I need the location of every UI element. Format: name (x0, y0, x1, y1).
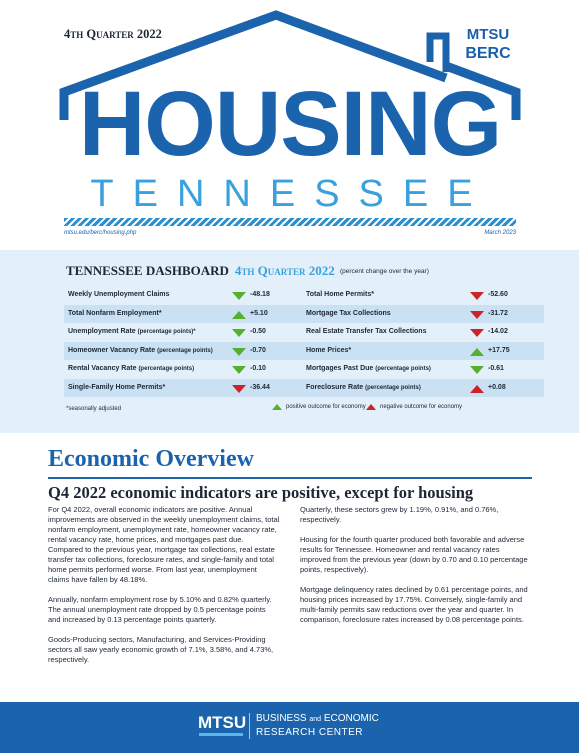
dashboard-row (302, 323, 544, 342)
indicator-value: +0.08 (488, 383, 506, 391)
indicator-name: Mortgages Past Due (306, 365, 376, 372)
footer-and: and (309, 716, 322, 723)
legend-positive-label: positive outcome for economy (286, 404, 366, 410)
indicator-label (68, 379, 165, 398)
dashboard-title-text: TENNESSEE DASHBOARD (66, 263, 229, 278)
down-triangle-icon (232, 366, 246, 374)
legend-negative (366, 404, 462, 410)
indicator-label (306, 360, 431, 379)
footer-economic: ECONOMIC (321, 713, 379, 724)
masthead-title: HOUSING (78, 73, 502, 175)
overview-column-2 (300, 505, 532, 635)
dashboard-row (64, 323, 306, 342)
dashboard-row (302, 286, 544, 305)
footer-logo-underline (199, 733, 243, 736)
indicator-label (306, 379, 421, 398)
trend-icon (470, 385, 484, 394)
trend-icon (232, 366, 246, 375)
footer-org-line2: RESEARCH CENTER (256, 727, 363, 738)
paragraph: Annually, nonfarm employment rose by 5.10% and 0.82% quarterly. The annual unemployment rate dropped by 0.5 percentage points and increased by 0.13 percentage points quarterly. (48, 595, 272, 624)
indicator-unit: (percentage points) (365, 384, 421, 391)
dashboard-row (64, 305, 306, 324)
seasonal-note: *seasonally adjusted (66, 406, 122, 412)
down-triangle-icon (470, 329, 484, 337)
dashboard-note: (percent change over the year) (340, 268, 429, 275)
trend-icon (470, 366, 484, 375)
legend-negative-label: negative outcome for economy (380, 404, 463, 410)
dashboard-row (64, 286, 306, 305)
up-triangle-icon (470, 348, 484, 356)
footer-mtsu-logo[interactable]: MTSU (198, 713, 247, 732)
indicator-unit: (percentage points) (375, 366, 431, 372)
down-triangle-icon (470, 311, 484, 319)
paragraph: Quarterly, these sectors grew by 1.19%, 0.91%, and 0.76%, respectively. (300, 505, 499, 524)
indicator-unit: (percentage points) (157, 347, 213, 354)
indicator-value: -0.61 (488, 365, 504, 372)
indicator-label (68, 305, 162, 324)
dashboard-row (302, 360, 544, 379)
trend-icon (232, 348, 246, 357)
down-triangle-icon (232, 292, 246, 300)
dashboard-row (302, 342, 544, 361)
green-triangle-icon (272, 404, 282, 410)
logo-mtsu-text: MTSU (466, 26, 510, 43)
trend-icon (470, 329, 484, 338)
indicator-name: Real Estate Transfer Tax Collections (306, 328, 427, 335)
trend-icon (470, 348, 484, 357)
indicator-value: -0.10 (250, 365, 266, 372)
indicator-value: -0.70 (250, 346, 266, 354)
indicator-value: +17.75 (488, 346, 510, 354)
trend-icon (470, 311, 484, 320)
dashboard-row (302, 379, 544, 398)
hatch-divider (64, 218, 516, 226)
dashboard-quarter: 4th Quarter 2022 (234, 263, 335, 278)
paragraph: Mortgage delinquency rates declined by 0.61 percentage points, and housing prices increased by 17.75%. Conversely, single-family and multi-family permits saw reductions over the year and quarter. In comparison, foreclosure rates increased by 0.08 percentage points. (300, 585, 528, 624)
indicator-label (68, 342, 213, 361)
indicator-value: -36.44 (250, 383, 270, 391)
down-triangle-icon (470, 292, 484, 300)
indicator-name: Home Prices* (306, 346, 352, 354)
footer-org-line1 (256, 713, 379, 726)
footer-divider (249, 713, 250, 739)
indicator-label (306, 323, 426, 342)
down-triangle-icon (232, 385, 246, 393)
indicator-name: Unemployment Rate (68, 328, 138, 335)
trend-icon (470, 292, 484, 301)
dashboard-row (302, 305, 544, 324)
section-subheading: Q4 2022 economic indicators are positive, except for housing (48, 483, 474, 502)
up-triangle-icon (470, 385, 484, 393)
indicator-value: -0.50 (250, 328, 266, 335)
trend-icon (232, 292, 246, 301)
indicator-name: Total Home Permits* (306, 291, 374, 298)
trend-icon (232, 329, 246, 338)
logo-berc-text: BERC (465, 45, 511, 62)
website-link[interactable]: mtsu.edu/berc/housing.php (64, 230, 137, 236)
indicator-value: -14.02 (488, 328, 508, 335)
indicator-label (68, 323, 196, 342)
indicator-name: Weekly Unemployment Claims (68, 291, 170, 298)
paragraph: Housing for the fourth quarter produced both favorable and adverse results for Tennessee. Homeowner and rental vacancy rates improved from the previous year (down by 0.70 and 0.10 percentage points, respectively). (300, 535, 528, 574)
indicator-name: Total Nonfarm Employment* (68, 309, 162, 317)
indicator-label (306, 342, 351, 361)
indicator-label (306, 286, 374, 305)
legend-positive (272, 404, 366, 410)
red-triangle-icon (366, 404, 376, 410)
issue-date: March 2023 (484, 230, 516, 236)
dashboard-right-column (302, 286, 544, 397)
trend-icon (232, 311, 246, 320)
masthead-subtitle: TENNESSEE (90, 173, 492, 215)
down-triangle-icon (232, 329, 246, 337)
indicator-value: +5.10 (250, 309, 268, 317)
indicator-label (68, 286, 169, 305)
section-rule (48, 477, 532, 479)
dashboard-row (64, 342, 306, 361)
footer-business: BUSINESS (256, 713, 310, 724)
dashboard-row (64, 379, 306, 398)
paragraph: Goods-Producing sectors, Manufacturing, and Services-Providing sectors all saw yearly economic growth of 7.1%, 3.58%, and 4.73%, respectively. (48, 635, 274, 664)
paragraph: For Q4 2022, overall economic indicators are positive. Annual improvements are observed in the weekly unemployment claims, total nonfarm employment, unemployment rate, homeowner vacancy rate, rental vacancy rate, home prices, and mortgages past due. Compared to the previous year, mortgage tax collections, real estate transfer tax collections, foreclosure rates, and single-family and total home permits performed worse. From last year, unemployment claims have fallen by 48.18%. (48, 505, 280, 584)
indicator-value: -31.72 (488, 309, 508, 317)
dashboard-row (64, 360, 306, 379)
indicator-value: -52.60 (488, 291, 508, 298)
trend-icon (232, 385, 246, 394)
indicator-name: Single-Family Home Permits* (68, 383, 166, 391)
indicator-unit: (percentage points)* (137, 329, 196, 335)
indicator-label (306, 305, 391, 324)
indicator-name: Foreclosure Rate (306, 383, 366, 391)
indicator-name: Homeowner Vacancy Rate (68, 346, 158, 354)
indicator-value: -48.18 (250, 291, 270, 298)
issue-quarter: 4th Quarter 2022 (64, 27, 162, 41)
down-triangle-icon (232, 348, 246, 356)
indicator-name: Rental Vacancy Rate (68, 365, 139, 372)
dashboard-title (66, 263, 335, 279)
indicator-name: Mortgage Tax Collections (306, 309, 391, 317)
section-heading: Economic Overview (48, 446, 254, 472)
dashboard-left-column (64, 286, 306, 397)
overview-column-1 (48, 505, 280, 675)
indicator-unit: (percentage points) (138, 366, 195, 372)
up-triangle-icon (232, 311, 246, 319)
indicator-label (68, 360, 194, 379)
down-triangle-icon (470, 366, 484, 374)
